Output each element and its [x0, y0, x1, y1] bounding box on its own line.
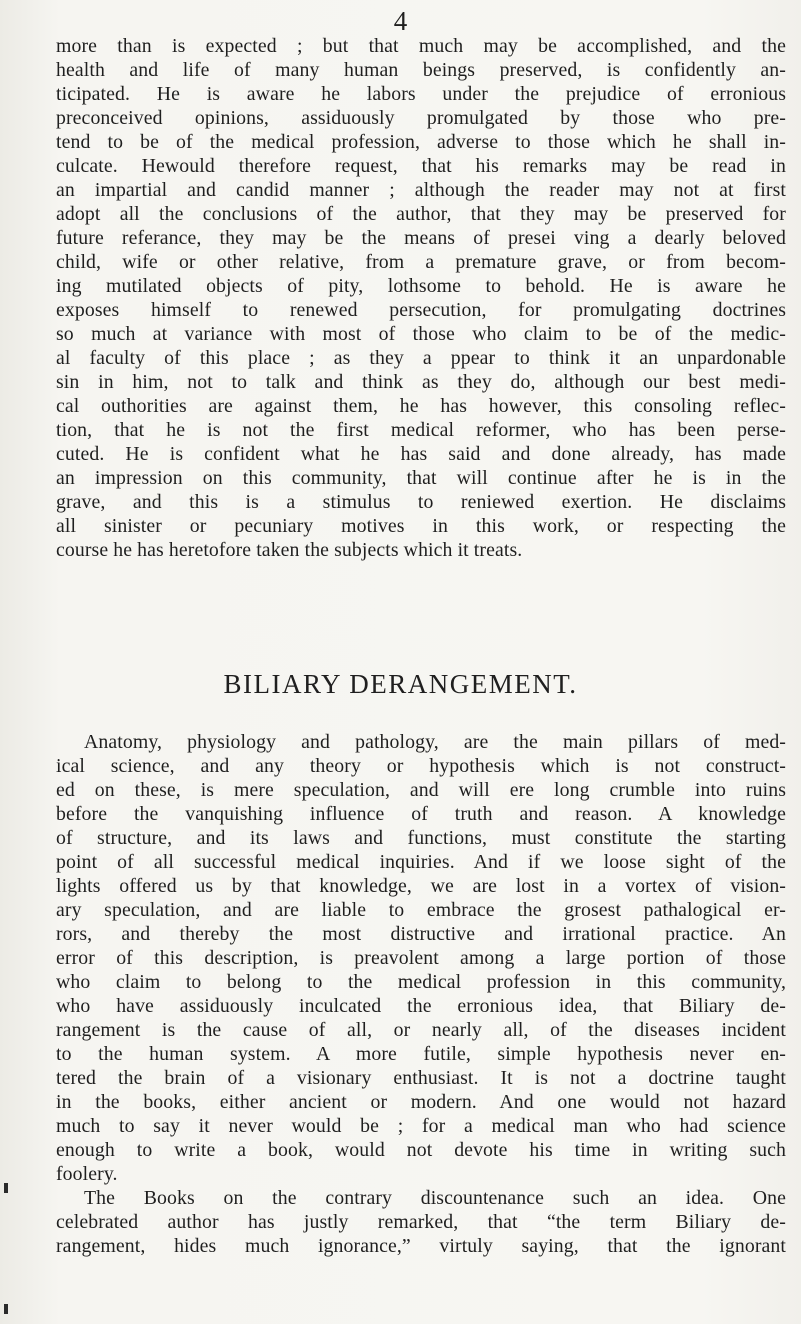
- paragraph-introduction: [56, 34, 786, 562]
- text-line: much to say it never would be ; for a medical man who had science: [56, 1115, 786, 1137]
- text-line: all sinister or pecuniary motives in this work, or respecting the: [56, 515, 786, 537]
- text-line: point of all successful medical inquiries. And if we loose sight of the: [56, 851, 786, 873]
- text-line: culcate. Hewould therefore request, that his remarks may be read in: [56, 155, 786, 177]
- text-line: rangement is the cause of all, or nearly all, of the diseases incident: [56, 1019, 786, 1041]
- margin-mark: [4, 1304, 8, 1314]
- text-line: of structure, and its laws and functions, must constitute the starting: [56, 827, 786, 849]
- text-line: to the human system. A more futile, simple hypothesis never en-: [56, 1043, 786, 1065]
- text-line: rangement, hides much ignorance,” virtuly saying, that the ignorant: [56, 1235, 786, 1257]
- text-line: celebrated author has justly remarked, that “the term Biliary de-: [56, 1211, 786, 1233]
- text-line: foolery.: [56, 1163, 118, 1185]
- text-line: Anatomy, physiology and pathology, are the main pillars of med-: [84, 731, 786, 753]
- text-line: child, wife or other relative, from a premature grave, or from becom-: [56, 251, 786, 273]
- text-line: preconceived opinions, assiduously promulgated by those who pre-: [56, 107, 786, 129]
- text-line: adopt all the conclusions of the author, that they may be preserved for: [56, 203, 786, 225]
- text-line: who claim to belong to the medical profession in this community,: [56, 971, 786, 993]
- text-line: ticipated. He is aware he labors under the prejudice of erronious: [56, 83, 786, 105]
- text-line: before the vanquishing influence of truth and reason. A knowledge: [56, 803, 786, 825]
- text-line: error of this description, is preavolent among a large portion of those: [56, 947, 786, 969]
- text-line: cuted. He is confident what he has said and done already, has made: [56, 443, 786, 465]
- margin-mark: [4, 1183, 8, 1193]
- page-number: 4: [393, 6, 408, 36]
- text-line: so much at variance with most of those who claim to be of the medic-: [56, 323, 786, 345]
- text-line: in the books, either ancient or modern. And one would not hazard: [56, 1091, 786, 1113]
- text-line: course he has heretofore taken the subjects which it treats.: [56, 539, 523, 561]
- text-line: an impartial and candid manner ; although the reader may not at first: [56, 179, 786, 201]
- text-line: who have assiduously inculcated the erronious idea, that Biliary de-: [56, 995, 786, 1017]
- text-line: ed on these, is mere speculation, and will ere long crumble into ruins: [56, 779, 786, 801]
- text-line: rors, and thereby the most distructive and irrational practice. An: [56, 923, 786, 945]
- text-line: ary speculation, and are liable to embrace the grosest pathalogical er-: [56, 899, 786, 921]
- text-line: exposes himself to renewed persecution, for promulgating doctrines: [56, 299, 786, 321]
- text-line: an impression on this community, that will continue after he is in the: [56, 467, 786, 489]
- text-line: ing mutilated objects of pity, lothsome to behold. He is aware he: [56, 275, 786, 297]
- paragraph-biliary-derangement: [56, 730, 786, 1258]
- text-line: future referance, they may be the means of presei ving a dearly beloved: [56, 227, 786, 249]
- text-line: tend to be of the medical profession, adverse to those which he shall in-: [56, 131, 786, 153]
- section-heading: BILIARY DERANGEMENT.: [223, 669, 578, 699]
- text-line: The Books on the contrary discountenance such an idea. One: [84, 1187, 786, 1209]
- text-line: enough to write a book, would not devote his time in writing such: [56, 1139, 786, 1161]
- text-line: tered the brain of a visionary enthusiast. It is not a doctrine taught: [56, 1067, 786, 1089]
- text-line: more than is expected ; but that much may be accomplished, and the: [56, 35, 786, 57]
- text-line: lights offered us by that knowledge, we are lost in a vortex of vision-: [56, 875, 786, 897]
- text-line: health and life of many human beings preserved, is confidently an-: [56, 59, 786, 81]
- text-line: ical science, and any theory or hypothesis which is not construct-: [56, 755, 786, 777]
- text-line: cal outhorities are against them, he has however, this consoling reflec-: [56, 395, 786, 417]
- text-line: grave, and this is a stimulus to reniewed exertion. He disclaims: [56, 491, 786, 513]
- text-line: sin in him, not to talk and think as they do, although our best medi-: [56, 371, 786, 393]
- text-line: tion, that he is not the first medical reformer, who has been perse-: [56, 419, 786, 441]
- text-line: al faculty of this place ; as they a ppear to think it an unpardonable: [56, 347, 786, 369]
